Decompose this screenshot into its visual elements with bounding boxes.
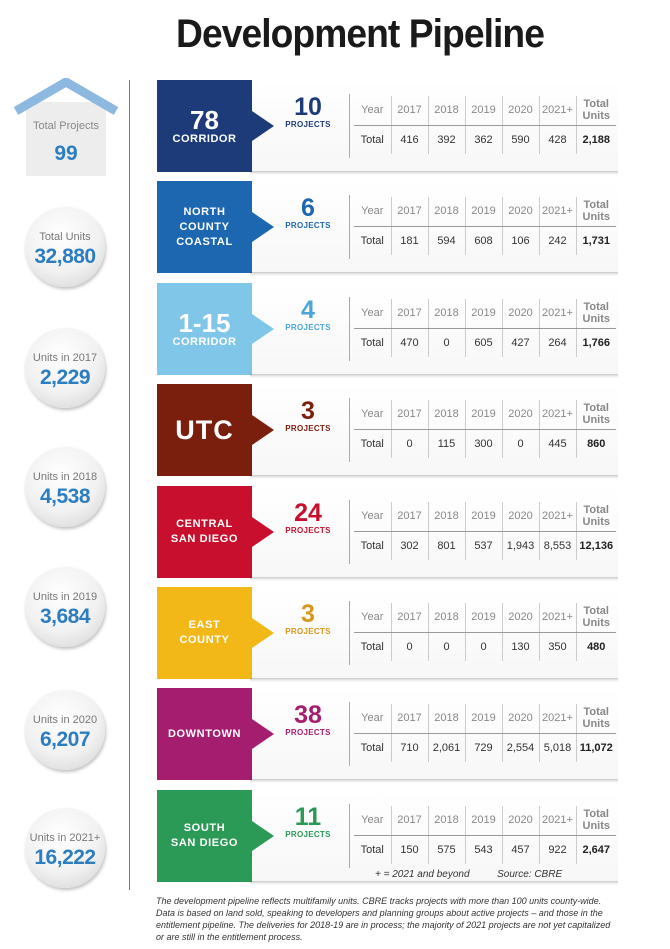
stat-label: Units in 2018 [32,471,98,483]
table-cell: 729 [465,733,502,762]
project-count-value: 3 [301,600,315,628]
units-table [354,197,616,255]
table-header-cell: 2021+ [539,603,576,632]
table-cell: 537 [465,531,502,560]
table-header-cell: 2020 [502,603,539,632]
table-header-cell: 2021+ [539,96,576,125]
project-count [277,297,339,332]
table-header-cell: 2019 [465,704,502,733]
row-label: Total [360,741,384,754]
region-panel [157,80,618,172]
row-label: Total [360,133,384,146]
table-header-cell: 2019 [465,96,502,125]
table-header-cell: 2021+ [539,299,576,328]
table-cell: 922 [539,835,576,864]
table-header-row [354,96,616,125]
row-label: Total [360,843,384,856]
region-name: COUNTY [179,634,230,646]
region-name: SAN DIEGO [170,837,239,849]
units-table [354,704,616,762]
project-count-label: PROJECTS [285,221,331,230]
table-row [354,125,616,154]
table-header-cell: 2017 [391,603,428,632]
table-header-cell: Total Units [576,197,616,226]
table-header-cell: 2019 [465,197,502,226]
region-name: 1-15 [178,307,231,338]
panel-divider [349,195,350,259]
table-cell: 1,766 [576,328,616,357]
table-cell: 416 [391,125,428,154]
units-table [354,806,616,864]
table-cell: 181 [391,226,428,255]
project-count-value: 24 [294,499,322,527]
panel-shadow [250,374,618,378]
region-name: CORRIDOR [172,132,237,145]
panel-shadow [250,881,618,885]
table-header-cell: 2021+ [539,502,576,531]
units-table [354,96,616,154]
project-count [277,500,339,535]
table-cell: 590 [502,125,539,154]
stat-label: Units in 2017 [32,352,98,364]
table-cell: 0 [428,328,465,357]
table-header-cell: 2018 [428,299,465,328]
table-header-cell: 2019 [465,502,502,531]
panel-shadow [250,475,618,479]
panel-shadow [250,577,618,581]
panel-divider [349,702,350,766]
footnote: The development pipeline reflects multifamily units. CBRE tracks projects with more than 100 units county-wide. Data is based on land sold, speaking to developers and planning groups about active projects – and those in the entitlement pipeline. The deliveries for 2018-19 are in process; the majority of 2021 projects are not yet capitalized or are still in the entitlement process. [156,896,611,942]
table-cell: 106 [502,226,539,255]
table-cell: 392 [428,125,465,154]
project-count-value: 4 [301,296,315,324]
table-row [354,531,616,560]
table-cell: 5,018 [539,733,576,762]
table-cell: 445 [539,429,576,458]
region-name: SAN DIEGO [170,533,239,545]
table-header-cell: Year [354,806,391,835]
row-label: Total [360,539,384,552]
table-cell: 115 [428,429,465,458]
source-text: Source: CBRE [497,869,563,880]
region-panel [157,283,618,375]
arrow-icon [252,314,274,344]
table-header-cell: Total Units [576,806,616,835]
table-header-cell: Total Units [576,96,616,125]
table-header-row [354,197,616,226]
table-header-cell: 2021+ [539,197,576,226]
table-cell: 300 [465,429,502,458]
arrow-icon [252,517,274,547]
row-label: Total [360,437,384,450]
panel-divider [349,94,350,158]
project-count-label: PROJECTS [285,323,331,332]
table-cell: 470 [391,328,428,357]
stat-circle [25,328,105,408]
project-count-value: 11 [294,803,322,831]
table-header-cell: 2020 [502,400,539,429]
table-header-cell: Total Units [576,299,616,328]
stat-circle [25,207,105,287]
table-header-cell: 2020 [502,197,539,226]
project-count-value: 10 [294,93,322,121]
total-projects-house [12,78,120,178]
arrow-icon [252,618,274,648]
table-row [354,429,616,458]
region-panel [157,181,618,273]
table-header-row [354,299,616,328]
legend-text: + = 2021 and beyond [375,869,470,880]
project-count [277,398,339,433]
table-header-cell: 2018 [428,197,465,226]
table-header-cell: 2018 [428,806,465,835]
legend [375,869,562,880]
table-header-cell: 2017 [391,502,428,531]
stat-label: Units in 2020 [32,714,98,726]
table-row [354,226,616,255]
table-header-cell: 2018 [428,502,465,531]
stat-circle [25,447,105,527]
region-name: 78 [190,104,219,135]
table-header-cell: 2019 [465,299,502,328]
region-name: CENTRAL [176,518,233,530]
region-label-box [157,486,252,578]
table-header-cell: Year [354,96,391,125]
table-header-cell: 2019 [465,603,502,632]
table-cell: 8,553 [539,531,576,560]
project-count [277,94,339,129]
project-count [277,195,339,230]
table-cell: 0 [391,632,428,661]
table-header-cell: 2018 [428,96,465,125]
region-label-box [157,283,252,375]
stat-value: 4,538 [39,485,91,508]
table-cell: 264 [539,328,576,357]
table-header-cell: 2017 [391,96,428,125]
stat-value: 32,880 [34,245,96,268]
table-header-cell: Year [354,299,391,328]
table-header-cell: 2017 [391,197,428,226]
table-header-cell: 2018 [428,400,465,429]
panel-divider [349,297,350,361]
table-cell: 2,188 [576,125,616,154]
table-header-cell: 2020 [502,96,539,125]
stat-circle [25,808,105,888]
table-cell: 710 [391,733,428,762]
table-header-cell: Year [354,502,391,531]
table-header-cell: Total Units [576,603,616,632]
region-panel [157,587,618,679]
stat-value: 6,207 [39,728,91,751]
table-header-cell: Year [354,704,391,733]
table-header-cell: Year [354,197,391,226]
project-count-label: PROJECTS [285,526,331,535]
table-header-cell: 2017 [391,299,428,328]
arrow-icon [252,821,274,851]
table-cell: 860 [576,429,616,458]
stat-value: 16,222 [34,846,96,869]
table-row [354,733,616,762]
table-header-cell: Year [354,603,391,632]
table-header-cell: Year [354,400,391,429]
region-panel [157,486,618,578]
table-header-cell: 2021+ [539,400,576,429]
table-header-cell: 2017 [391,806,428,835]
units-table [354,502,616,560]
project-count-value: 6 [301,194,315,222]
table-header-cell: 2020 [502,299,539,328]
stat-circle [25,567,105,647]
region-name: COASTAL [176,235,233,248]
row-label: Total [360,234,384,247]
table-cell: 0 [502,429,539,458]
table-header-cell: 2021+ [539,704,576,733]
table-cell: 130 [502,632,539,661]
table-header-row [354,502,616,531]
project-count-value: 38 [294,701,322,729]
arrow-icon [252,212,274,242]
table-header-cell: 2018 [428,704,465,733]
region-name: NORTH [183,205,226,218]
region-label-box [157,181,252,273]
panel-shadow [250,779,618,783]
table-cell: 427 [502,328,539,357]
table-cell: 350 [539,632,576,661]
stat-value: 2,229 [39,366,91,389]
table-header-cell: 2021+ [539,806,576,835]
table-header-cell: 2017 [391,704,428,733]
table-cell: 302 [391,531,428,560]
table-cell: 11,072 [576,733,616,762]
project-count-label: PROJECTS [285,728,331,737]
table-cell: 362 [465,125,502,154]
region-label-box [157,80,252,172]
region-panel [157,688,618,780]
region-name: CORRIDOR [172,335,237,348]
table-header-row [354,806,616,835]
units-table [354,400,616,458]
table-cell: 150 [391,835,428,864]
panel-divider [349,601,350,665]
table-cell: 2,554 [502,733,539,762]
arrow-icon [252,111,274,141]
total-projects-value: 99 [54,142,78,165]
table-cell: 594 [428,226,465,255]
table-cell: 2,061 [428,733,465,762]
panel-divider [349,398,350,462]
table-header-cell: Total Units [576,704,616,733]
table-header-cell: 2017 [391,400,428,429]
table-cell: 0 [391,429,428,458]
table-cell: 457 [502,835,539,864]
total-projects-label: Total Projects [32,120,100,132]
row-label: Total [360,336,384,349]
table-cell: 242 [539,226,576,255]
table-header-cell: 2019 [465,806,502,835]
region-label-box [157,587,252,679]
table-row [354,835,616,864]
units-table [354,299,616,357]
region-label-box [157,688,252,780]
region-name: SOUTH [183,822,226,834]
page-title: Development Pipeline [176,12,544,56]
table-header-row [354,400,616,429]
table-cell: 608 [465,226,502,255]
divider-line [129,80,130,890]
table-cell: 2,647 [576,835,616,864]
table-cell: 480 [576,632,616,661]
table-cell: 543 [465,835,502,864]
region-panel [157,384,618,476]
table-cell: 0 [465,632,502,661]
arrow-icon [252,415,274,445]
units-table [354,603,616,661]
region-name: COUNTY [179,220,230,233]
table-cell: 12,136 [576,531,616,560]
project-count-label: PROJECTS [285,830,331,839]
stat-circle [25,690,105,770]
table-header-cell: Total Units [576,502,616,531]
stat-label: Units in 2019 [32,591,98,603]
table-row [354,328,616,357]
row-label: Total [360,640,384,653]
project-count [277,702,339,737]
stat-value: 3,684 [39,605,91,628]
table-header-cell: 2020 [502,704,539,733]
panel-divider [349,804,350,868]
project-count-label: PROJECTS [285,424,331,433]
region-name: EAST [188,619,221,631]
table-header-row [354,603,616,632]
panel-shadow [250,171,618,175]
table-header-cell: 2020 [502,502,539,531]
table-header-cell: 2018 [428,603,465,632]
table-header-row [354,704,616,733]
region-label-box [157,384,252,476]
project-count-label: PROJECTS [285,627,331,636]
project-count-label: PROJECTS [285,120,331,129]
project-count-value: 3 [301,397,315,425]
panel-shadow [250,272,618,276]
project-count [277,804,339,839]
table-cell: 1,731 [576,226,616,255]
region-name: DOWNTOWN [167,727,242,740]
table-header-cell: Total Units [576,400,616,429]
table-cell: 1,943 [502,531,539,560]
region-name: UTC [175,414,234,445]
table-cell: 605 [465,328,502,357]
stat-label: Total Units [39,231,91,243]
region-label-box [157,790,252,882]
table-cell: 575 [428,835,465,864]
table-cell: 428 [539,125,576,154]
project-count [277,601,339,636]
table-row [354,632,616,661]
arrow-icon [252,719,274,749]
panel-divider [349,500,350,564]
table-cell: 801 [428,531,465,560]
table-header-cell: 2019 [465,400,502,429]
stat-label: Units in 2021+ [29,832,101,844]
table-cell: 0 [428,632,465,661]
panel-shadow [250,678,618,682]
table-header-cell: 2020 [502,806,539,835]
